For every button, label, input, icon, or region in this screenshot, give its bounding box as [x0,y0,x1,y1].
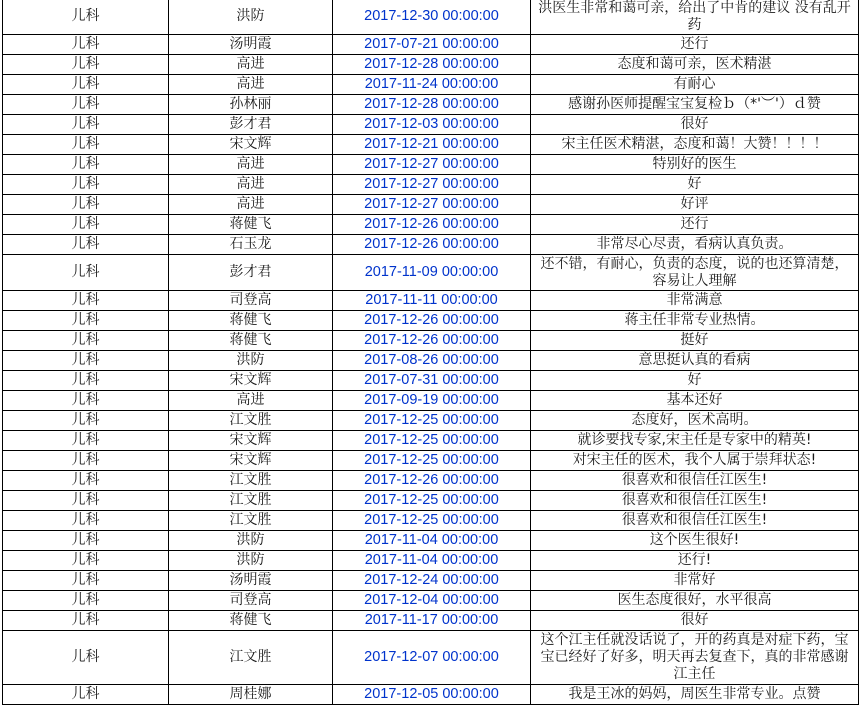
doctor-cell: 蒋健飞 [169,311,333,331]
department-cell: 儿科 [3,75,169,95]
table-row [3,685,859,705]
department-cell: 儿科 [3,235,169,255]
table-row [3,591,859,611]
doctor-cell: 石玉龙 [169,235,333,255]
doctor-cell: 洪防 [169,531,333,551]
comment-cell: 很喜欢和很信任江医生! [531,491,859,511]
table-row [3,0,859,35]
table-row [3,235,859,255]
comment-cell: 非常尽心尽责，看病认真负责。 [531,235,859,255]
doctor-cell: 高进 [169,175,333,195]
comment-cell: 意思挺认真的看病 [531,351,859,371]
department-cell: 儿科 [3,471,169,491]
doctor-cell: 高进 [169,55,333,75]
comment-cell: 还不错，有耐心，负责的态度，说的也还算清楚，容易让人理解 [531,255,859,291]
comment-cell: 感谢孙医师提醒宝宝复检ｂ（*'︶'）ｄ赞 [531,95,859,115]
comment-cell: 还行 [531,215,859,235]
doctor-cell: 宋文辉 [169,431,333,451]
comment-cell: 有耐心 [531,75,859,95]
date-cell: 2017-12-05 00:00:00 [333,685,531,705]
table-row [3,75,859,95]
doctor-cell: 蒋健飞 [169,331,333,351]
date-cell: 2017-12-26 00:00:00 [333,235,531,255]
department-cell: 儿科 [3,155,169,175]
comment-cell: 好 [531,371,859,391]
table-row [3,431,859,451]
date-cell: 2017-09-19 00:00:00 [333,391,531,411]
department-cell: 儿科 [3,611,169,631]
date-cell: 2017-11-09 00:00:00 [333,255,531,291]
department-cell: 儿科 [3,0,169,35]
department-cell: 儿科 [3,291,169,311]
doctor-cell: 周桂娜 [169,685,333,705]
table-row [3,331,859,351]
department-cell: 儿科 [3,591,169,611]
comment-cell: 宋主任医术精湛，态度和蔼！大赞！！！！ [531,135,859,155]
department-cell: 儿科 [3,371,169,391]
date-cell: 2017-12-25 00:00:00 [333,491,531,511]
table-row [3,411,859,431]
comment-cell: 很好 [531,115,859,135]
department-cell: 儿科 [3,431,169,451]
department-cell: 儿科 [3,255,169,291]
doctor-cell: 高进 [169,155,333,175]
date-cell: 2017-12-26 00:00:00 [333,215,531,235]
comment-cell: 蒋主任非常专业热情。 [531,311,859,331]
doctor-cell: 高进 [169,391,333,411]
comment-cell: 医生态度很好，水平很高 [531,591,859,611]
date-cell: 2017-12-28 00:00:00 [333,95,531,115]
date-cell: 2017-12-26 00:00:00 [333,331,531,351]
table-row [3,471,859,491]
date-cell: 2017-11-17 00:00:00 [333,611,531,631]
table-row [3,351,859,371]
comment-cell: 挺好 [531,331,859,351]
department-cell: 儿科 [3,115,169,135]
date-cell: 2017-12-04 00:00:00 [333,591,531,611]
department-cell: 儿科 [3,531,169,551]
table-row [3,311,859,331]
date-cell: 2017-12-28 00:00:00 [333,55,531,75]
table-row [3,55,859,75]
department-cell: 儿科 [3,95,169,115]
table-row [3,451,859,471]
department-cell: 儿科 [3,175,169,195]
doctor-cell: 江文胜 [169,471,333,491]
table-row [3,195,859,215]
doctor-cell: 洪防 [169,0,333,35]
department-cell: 儿科 [3,391,169,411]
table-row [3,291,859,311]
table-row [3,531,859,551]
date-cell: 2017-11-11 00:00:00 [333,291,531,311]
table-row [3,35,859,55]
reviews-table [2,0,859,705]
department-cell: 儿科 [3,351,169,371]
department-cell: 儿科 [3,55,169,75]
doctor-cell: 江文胜 [169,631,333,685]
doctor-cell: 宋文辉 [169,135,333,155]
table-row [3,551,859,571]
doctor-cell: 宋文辉 [169,371,333,391]
table-row [3,135,859,155]
comment-cell: 非常满意 [531,291,859,311]
table-row [3,255,859,291]
doctor-cell: 洪防 [169,551,333,571]
doctor-cell: 高进 [169,195,333,215]
date-cell: 2017-11-04 00:00:00 [333,551,531,571]
doctor-cell: 蒋健飞 [169,215,333,235]
doctor-cell: 高进 [169,75,333,95]
doctor-cell: 彭才君 [169,255,333,291]
comment-cell: 还行 [531,35,859,55]
table-row [3,155,859,175]
comment-cell: 对宋主任的医术，我个人属于崇拜状态! [531,451,859,471]
department-cell: 儿科 [3,35,169,55]
department-cell: 儿科 [3,451,169,471]
department-cell: 儿科 [3,195,169,215]
date-cell: 2017-08-26 00:00:00 [333,351,531,371]
doctor-cell: 江文胜 [169,411,333,431]
table-row [3,611,859,631]
reviews-table-body [3,0,859,705]
comment-cell: 基本还好 [531,391,859,411]
doctor-cell: 汤明霞 [169,571,333,591]
department-cell: 儿科 [3,411,169,431]
comment-cell: 还行! [531,551,859,571]
comment-cell: 这个江主任就没话说了，开的药真是对症下药，宝宝已经好了好多，明天再去复查下，真的非常感谢江主任 [531,631,859,685]
department-cell: 儿科 [3,551,169,571]
date-cell: 2017-12-25 00:00:00 [333,431,531,451]
table-row [3,371,859,391]
comment-cell: 很好 [531,611,859,631]
department-cell: 儿科 [3,215,169,235]
date-cell: 2017-12-25 00:00:00 [333,451,531,471]
date-cell: 2017-12-03 00:00:00 [333,115,531,135]
comment-cell: 特别好的医生 [531,155,859,175]
comment-cell: 很喜欢和很信任江医生! [531,471,859,491]
doctor-cell: 司登高 [169,291,333,311]
date-cell: 2017-12-27 00:00:00 [333,155,531,175]
doctor-cell: 汤明霞 [169,35,333,55]
comment-cell: 洪医生非常和蔼可亲，给出了中肯的建议 没有乱开药 [531,0,859,35]
department-cell: 儿科 [3,571,169,591]
date-cell: 2017-11-04 00:00:00 [333,531,531,551]
date-cell: 2017-07-31 00:00:00 [333,371,531,391]
table-row [3,491,859,511]
date-cell: 2017-12-25 00:00:00 [333,411,531,431]
comment-cell: 很喜欢和很信任江医生! [531,511,859,531]
doctor-cell: 司登高 [169,591,333,611]
date-cell: 2017-12-26 00:00:00 [333,311,531,331]
date-cell: 2017-12-21 00:00:00 [333,135,531,155]
comment-cell: 好评 [531,195,859,215]
date-cell: 2017-12-25 00:00:00 [333,511,531,531]
doctor-cell: 蒋健飞 [169,611,333,631]
doctor-cell: 宋文辉 [169,451,333,471]
comment-cell: 这个医生很好! [531,531,859,551]
comment-cell: 好 [531,175,859,195]
department-cell: 儿科 [3,311,169,331]
department-cell: 儿科 [3,511,169,531]
department-cell: 儿科 [3,685,169,705]
table-row [3,391,859,411]
department-cell: 儿科 [3,331,169,351]
comment-cell: 我是王冰的妈妈，周医生非常专业。点赞 [531,685,859,705]
date-cell: 2017-07-21 00:00:00 [333,35,531,55]
doctor-cell: 孙林丽 [169,95,333,115]
department-cell: 儿科 [3,135,169,155]
date-cell: 2017-12-24 00:00:00 [333,571,531,591]
comment-cell: 就诊要找专家,宋主任是专家中的精英! [531,431,859,451]
doctor-cell: 彭才君 [169,115,333,135]
date-cell: 2017-12-27 00:00:00 [333,195,531,215]
date-cell: 2017-12-07 00:00:00 [333,631,531,685]
date-cell: 2017-12-26 00:00:00 [333,471,531,491]
department-cell: 儿科 [3,631,169,685]
doctor-cell: 江文胜 [169,491,333,511]
comment-cell: 态度好，医术高明。 [531,411,859,431]
date-cell: 2017-12-30 00:00:00 [333,0,531,35]
doctor-cell: 江文胜 [169,511,333,531]
comment-cell: 非常好 [531,571,859,591]
date-cell: 2017-12-27 00:00:00 [333,175,531,195]
table-row [3,215,859,235]
doctor-cell: 洪防 [169,351,333,371]
table-row [3,631,859,685]
date-cell: 2017-11-24 00:00:00 [333,75,531,95]
comment-cell: 态度和蔼可亲，医术精湛 [531,55,859,75]
table-row [3,115,859,135]
table-row [3,95,859,115]
table-row [3,175,859,195]
table-row [3,571,859,591]
table-row [3,511,859,531]
department-cell: 儿科 [3,491,169,511]
